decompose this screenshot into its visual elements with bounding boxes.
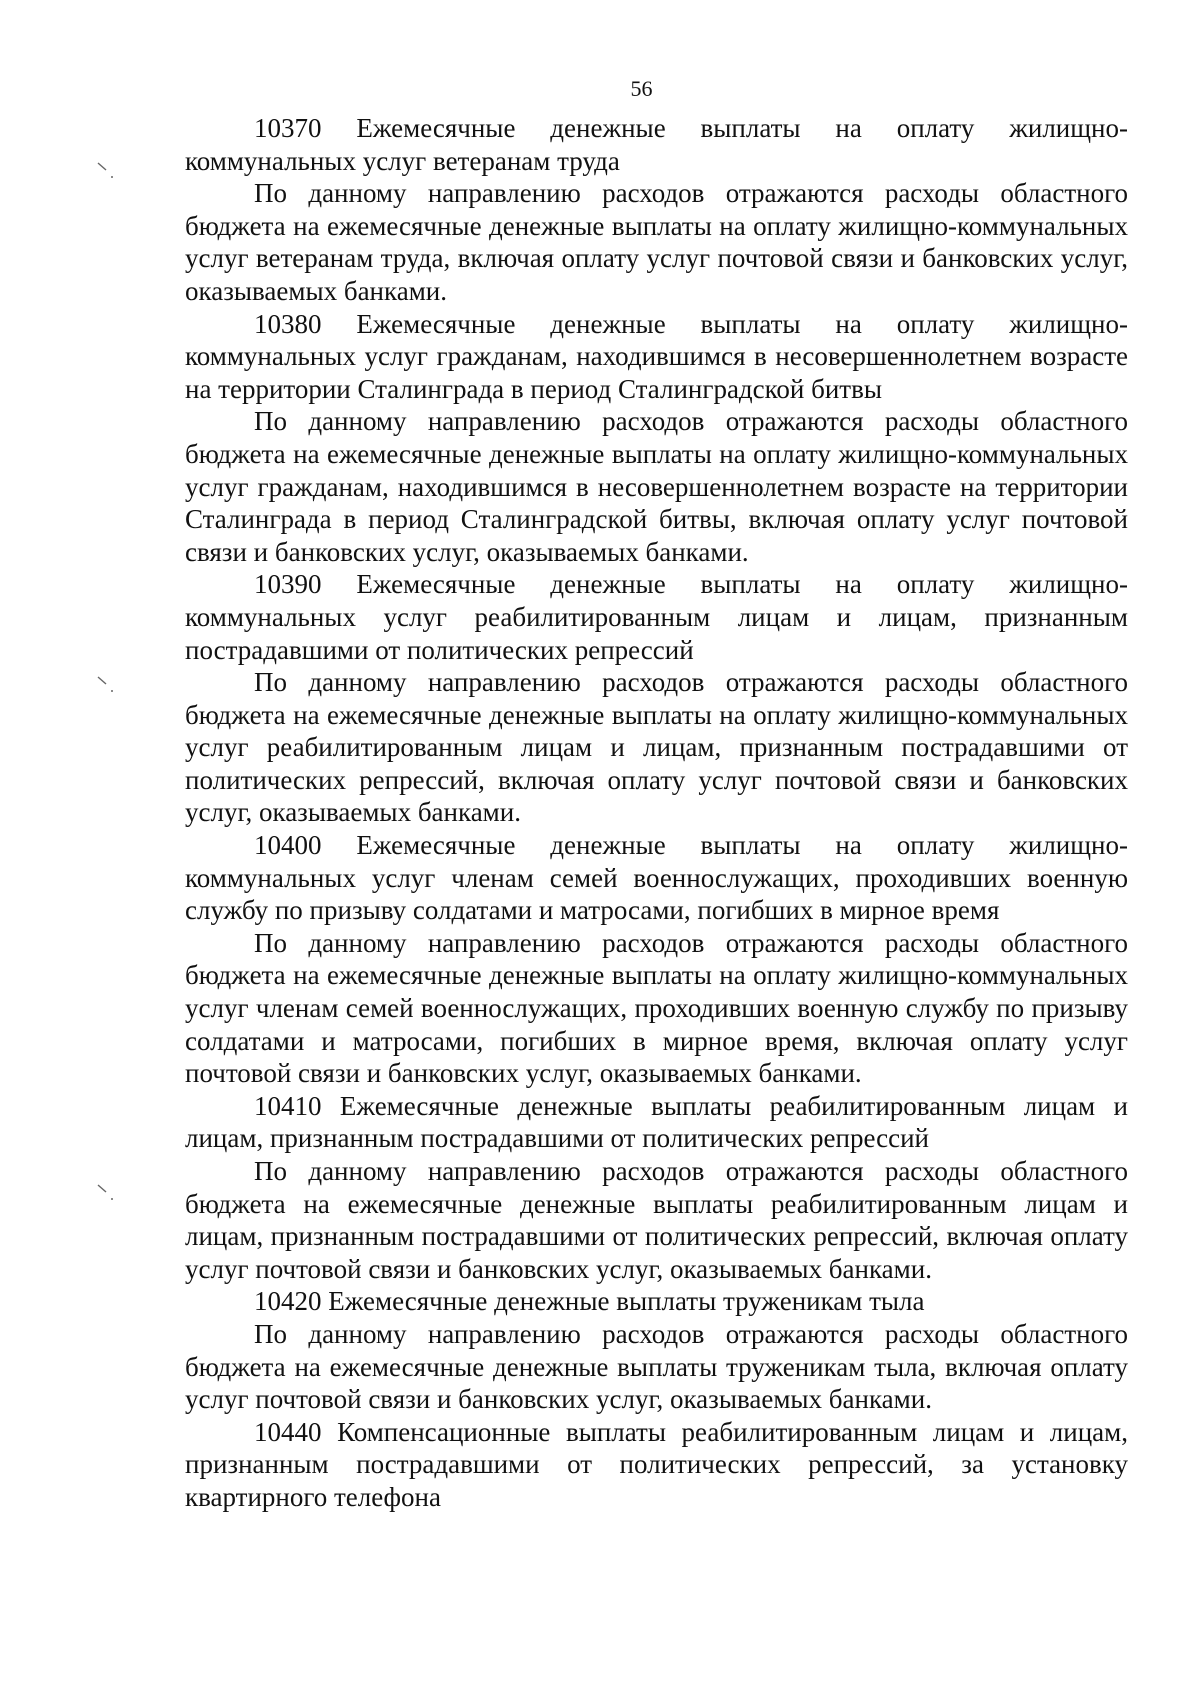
punch-hole-mark-icon: [95, 1182, 117, 1204]
section-description-10370: По данному направлению расходов отражаются расходы областного бюджета на ежемесячные денежные выплаты на оплату жилищно-коммунальных услуг ветеранам труда, включая оплату услуг почтовой связи и банковских услуг, оказываемых банками.: [185, 178, 1128, 306]
section-heading-10380: 10380 Ежемесячные денежные выплаты на оплату жилищно-коммунальных услуг гражданам, находившимся в несовершеннолетнем возрасте на территории Сталинграда в период Сталинградской битвы: [185, 308, 1128, 404]
section-heading-10420: 10420 Ежемесячные денежные выплаты труженикам тыла: [254, 1286, 925, 1317]
punch-hole-mark-icon: [95, 674, 117, 696]
section-heading-10390: 10390 Ежемесячные денежные выплаты на оплату жилищно-коммунальных услуг реабилитированным лицам и лицам, признанным пострадавшими от политических репрессий: [185, 569, 1128, 665]
section-heading-10370: 10370 Ежемесячные денежные выплаты на оплату жилищно-коммунальных услуг ветеранам труда: [185, 113, 1128, 176]
section-description-10380: По данному направлению расходов отражаются расходы областного бюджета на ежемесячные денежные выплаты на оплату жилищно-коммунальных услуг гражданам, находившимся в несовершеннолетнем возрасте на территории Сталинграда в период Сталинградской битвы, включая оплату услуг почтовой связи и банковских услуг, оказываемых банками.: [185, 406, 1128, 567]
section-description-10410: По данному направлению расходов отражаются расходы областного бюджета на ежемесячные денежные выплаты реабилитированным лицам и лицам, признанным пострадавшими от политических репрессий, включая оплату услуг почтовой связи и банковских услуг, оказываемых банками.: [185, 1156, 1128, 1284]
section-heading-10440: 10440 Компенсационные выплаты реабилитированным лицам и лицам, признанным пострадавшими от политических репрессий, за установку квартирного телефона: [185, 1416, 1128, 1512]
section-heading-10400: 10400 Ежемесячные денежные выплаты на оплату жилищно-коммунальных услуг членам семей военнослужащих, проходивших военную службу по призыву солдатами и матросами, погибших в мирное время: [185, 830, 1128, 926]
page-number: 56: [630, 76, 653, 101]
section-heading-10410: 10410 Ежемесячные денежные выплаты реабилитированным лицам и лицам, признанным пострадавшими от политических репрессий: [185, 1090, 1128, 1154]
section-description-10420: По данному направлению расходов отражаются расходы областного бюджета на ежемесячные денежные выплаты труженикам тыла, включая оплату услуг почтовой связи и банковских услуг, оказываемых банками.: [185, 1318, 1128, 1415]
section-description-10400: По данному направлению расходов отражаются расходы областного бюджета на ежемесячные денежные выплаты на оплату жилищно-коммунальных услуг членам семей военнослужащих, проходивших военную службу по призыву солдатами и матросами, погибших в мирное время, включая оплату услуг почтовой связи и банковских услуг, оказываемых банками.: [185, 927, 1128, 1089]
punch-hole-mark-icon: [95, 160, 117, 182]
section-description-10390: По данному направлению расходов отражаются расходы областного бюджета на ежемесячные денежные выплаты на оплату жилищно-коммунальных услуг реабилитированным лицам и лицам, признанным пострадавшими от политических репрессий, включая оплату услуг почтовой связи и банковских услуг, оказываемых банками.: [185, 667, 1128, 828]
